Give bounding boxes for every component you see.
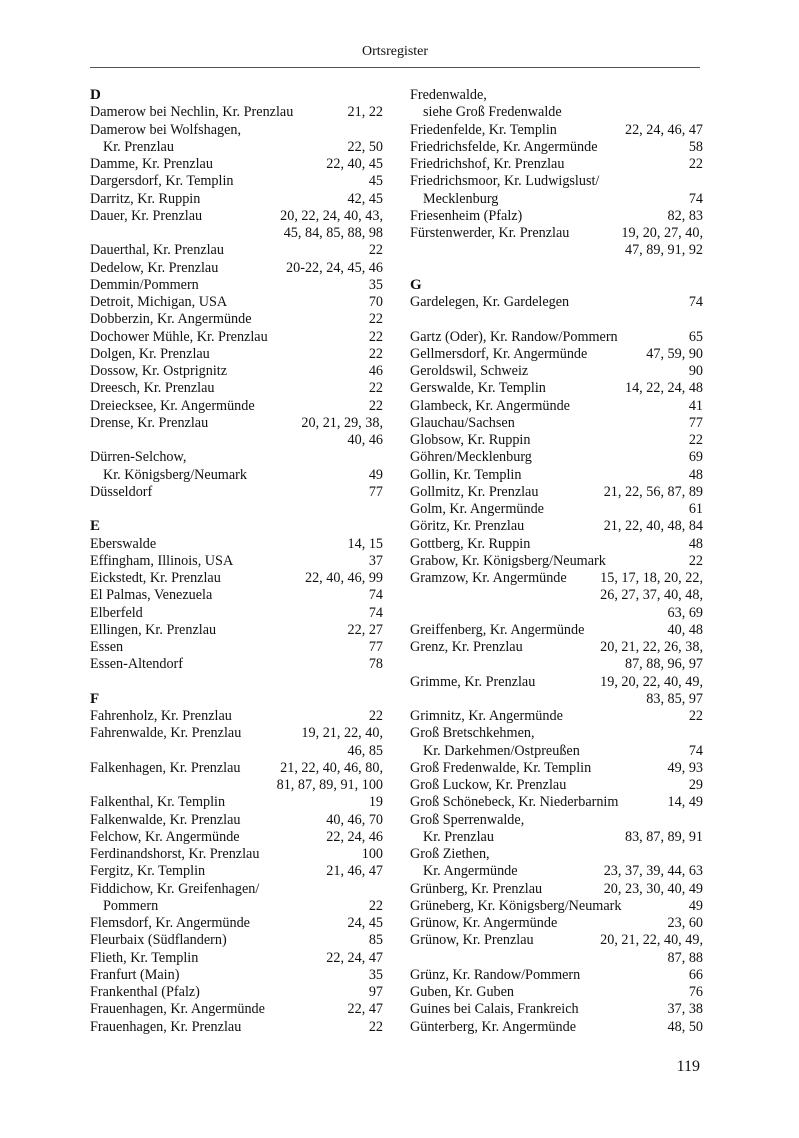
entry-place-name: Globsow, Kr. Ruppin (410, 432, 531, 448)
index-entry (410, 501, 703, 518)
index-entry (410, 1001, 703, 1018)
entry-place-name: Ellingen, Kr. Prenzlau (90, 621, 217, 638)
index-entry (410, 139, 703, 156)
entry-place-name: Glauchau/Sachsen (410, 414, 515, 431)
entry-page-refs: 21, 22 (347, 104, 383, 121)
index-entry (410, 1019, 703, 1036)
entry-page-refs: 74 (688, 190, 703, 207)
entry-page-refs: 35 (368, 966, 383, 983)
index-entry (410, 760, 703, 777)
entry-place-name: Groß Bretschkehmen, (410, 725, 535, 742)
entry-place-name: Fredenwalde, (410, 87, 487, 103)
entry-page-refs: 21, 22, 56, 87, 89 (603, 483, 703, 500)
index-entry (410, 863, 703, 880)
index-column-right (410, 87, 703, 1036)
index-entry (90, 242, 383, 259)
entry-page-refs: 45 (368, 173, 383, 190)
entry-page-refs: 14, 15 (347, 535, 383, 552)
entry-place-name: Friedrichsfelde, Kr. Angermünde (410, 138, 598, 155)
index-entry (90, 467, 383, 484)
entry-page-refs: 100 (361, 846, 383, 862)
entry-place-name: Damerow bei Nechlin, Kr. Prenzlau (90, 104, 294, 121)
entry-page-refs: 22 (688, 552, 703, 569)
index-entry (410, 674, 703, 691)
index-entry (90, 915, 383, 932)
entry-place-name: Eberswalde (90, 535, 157, 552)
entry-place-name: Essen-Altendorf (90, 656, 183, 673)
index-entry (90, 605, 383, 622)
index-entry (90, 380, 383, 397)
entry-place-name: Friedenfelde, Kr. Templin (410, 121, 557, 138)
entry-place-name: Fergitz, Kr. Templin (90, 863, 206, 880)
entry-place-name: Fahrenholz, Kr. Prenzlau (90, 708, 232, 724)
entry-place-name: Darritz, Kr. Ruppin (90, 190, 201, 207)
entry-place-name: Dolgen, Kr. Prenzlau (90, 345, 210, 362)
entry-page-refs: 20, 21, 22, 40, 49, (600, 932, 703, 949)
index-entry (410, 812, 703, 829)
entry-place-name: Falkenwalde, Kr. Prenzlau (90, 811, 241, 828)
index-entry (410, 518, 703, 535)
index-entry (90, 812, 383, 829)
index-entry (90, 346, 383, 363)
entry-place-name: Groß Schönebeck, Kr. Niederbarnim (410, 794, 619, 811)
index-entry (410, 484, 703, 501)
index-entry (90, 415, 383, 432)
entry-page-continuation: 26, 27, 37, 40, 48, (600, 587, 703, 604)
entry-page-refs: 42, 45 (347, 190, 383, 207)
index-entry (90, 1001, 383, 1018)
entry-page-refs: 77 (368, 639, 383, 655)
index-entry (90, 881, 383, 898)
entry-place-name: Grünow, Kr. Prenzlau (410, 932, 534, 949)
entry-place-name: Friedrichshof, Kr. Prenzlau (410, 156, 565, 172)
entry-place-name: Groß Sperrenwalde, (410, 811, 525, 828)
entry-page-continuation: 47, 89, 91, 92 (624, 242, 703, 259)
index-entry (410, 984, 703, 1001)
index-entry (410, 898, 703, 915)
entry-page-refs: 14, 22, 24, 48 (624, 380, 703, 397)
index-entry (410, 915, 703, 932)
index-entry (90, 536, 383, 553)
entry-page-refs: 69 (688, 449, 703, 466)
index-entry (90, 260, 383, 277)
entry-place-name: Greiffenberg, Kr. Angermünde (410, 621, 585, 638)
entry-place-name: Eickstedt, Kr. Prenzlau (90, 570, 221, 586)
index-entry (90, 139, 383, 156)
index-entry (90, 1019, 383, 1036)
index-entry (410, 87, 703, 104)
entry-page-refs: 77 (368, 483, 383, 500)
entry-page-refs: 74 (688, 294, 703, 310)
index-entry (90, 329, 383, 346)
entry-page-refs: 22, 24, 47 (326, 949, 383, 966)
entry-page-continuation: 87, 88, 96, 97 (624, 656, 703, 673)
entry-page-refs: 20, 21, 22, 26, 38, (600, 639, 703, 655)
index-entry (410, 415, 703, 432)
section-letter: D (90, 87, 101, 103)
entry-page-refs: 58 (688, 138, 703, 155)
entry-place-name: Grüneberg, Kr. Königsberg/Neumark (410, 897, 622, 914)
entry-page-refs: 37 (368, 552, 383, 569)
entry-place-name: Kr. Prenzlau (103, 138, 174, 155)
entry-place-name: Friedrichsmoor, Kr. Ludwigslust/ (410, 173, 600, 190)
entry-page-refs: 49, 93 (667, 759, 703, 776)
entry-page-refs: 66 (688, 966, 703, 983)
index-column-left (90, 87, 383, 1036)
entry-place-name: Flemsdorf, Kr. Angermünde (90, 915, 250, 931)
index-entry (90, 760, 383, 777)
entry-place-name: Kr. Darkehmen/Ostpreußen (423, 742, 580, 759)
entry-place-name: Fleurbaix (Südflandern) (90, 932, 227, 949)
index-entry (410, 622, 703, 639)
index-entry (410, 967, 703, 984)
entry-place-name: Gartz (Oder), Kr. Randow/Pommern (410, 328, 618, 345)
entry-place-name: Demmin/Pommern (90, 276, 199, 293)
entry-page-refs: 22 (688, 432, 703, 448)
page-number: 119 (676, 1058, 700, 1075)
index-entry (90, 173, 383, 190)
index-entry (410, 536, 703, 553)
entry-place-name: Damerow bei Wolfshagen, (90, 121, 242, 138)
index-entry (410, 777, 703, 794)
entry-place-name: Gellmersdorf, Kr. Angermünde (410, 345, 588, 362)
entry-page-refs: 74 (368, 587, 383, 604)
index-entry (90, 570, 383, 587)
index-entry (90, 311, 383, 328)
entry-place-name: Essen (90, 639, 124, 655)
entry-place-name: Göhren/Mecklenburg (410, 449, 532, 466)
index-entry (410, 329, 703, 346)
entry-place-name: Grünberg, Kr. Prenzlau (410, 880, 543, 897)
entry-page-refs: 46 (368, 363, 383, 379)
entry-place-name: Fürstenwerder, Kr. Prenzlau (410, 225, 570, 241)
index-entry (90, 967, 383, 984)
entry-place-name: Kr. Königsberg/Neumark (103, 466, 247, 483)
entry-page-refs: 22, 24, 46 (326, 828, 383, 845)
index-entry (410, 829, 703, 846)
entry-place-name: Elberfeld (90, 604, 143, 621)
entry-page-refs: 83, 87, 89, 91 (624, 828, 703, 845)
entry-page-refs: 22, 40, 46, 99 (304, 570, 383, 586)
entry-place-name: Günterberg, Kr. Angermünde (410, 1018, 577, 1035)
index-entry (90, 156, 383, 173)
index-entry (90, 191, 383, 208)
section-gap (90, 501, 383, 518)
index-entry (90, 294, 383, 311)
entry-page-refs: 85 (368, 932, 383, 949)
entry-page-continuation: 81, 87, 89, 91, 100 (276, 777, 383, 793)
index-entry (410, 173, 703, 190)
index-entry (410, 794, 703, 811)
entry-page-refs: 22 (368, 345, 383, 362)
entry-place-name: Fiddichow, Kr. Greifenhagen/ (90, 880, 260, 897)
entry-page-continuation: 45, 84, 85, 88, 98 (283, 225, 383, 241)
index-entry (90, 984, 383, 1001)
entry-page-refs: 22, 47 (347, 1001, 383, 1018)
index-entry (90, 553, 383, 570)
index-entry (410, 743, 703, 760)
entry-place-name: Frauenhagen, Kr. Angermünde (90, 1001, 265, 1018)
entry-page-refs: 77 (688, 414, 703, 431)
index-entry (90, 794, 383, 811)
entry-place-name: Dedelow, Kr. Prenzlau (90, 259, 219, 276)
entry-page-refs: 78 (368, 656, 383, 673)
index-entry (90, 398, 383, 415)
entry-place-name: Grünow, Kr. Angermünde (410, 915, 558, 931)
index-entry (410, 449, 703, 466)
entry-place-name: Fahrenwalde, Kr. Prenzlau (90, 725, 242, 742)
entry-place-name: Guines bei Calais, Frankreich (410, 1001, 579, 1018)
index-entry (410, 156, 703, 173)
entry-page-refs: 37, 38 (667, 1001, 703, 1018)
index-entry (90, 846, 383, 863)
entry-place-name: Falkenthal, Kr. Templin (90, 794, 226, 811)
entry-page-refs: 74 (368, 604, 383, 621)
index-entry (90, 122, 383, 139)
entry-page-refs: 48 (688, 535, 703, 552)
entry-page-refs: 35 (368, 276, 383, 293)
entry-place-name: Groß Luckow, Kr. Prenzlau (410, 777, 567, 793)
section-letter: E (90, 518, 101, 535)
section-letter: G (410, 276, 422, 293)
entry-place-name: Golm, Kr. Angermünde (410, 501, 544, 517)
index-entry (410, 346, 703, 363)
entry-place-name: Grenz, Kr. Prenzlau (410, 639, 523, 655)
entry-place-name: Groß Ziethen, (410, 846, 490, 862)
index-entry (90, 898, 383, 915)
index-entry (410, 363, 703, 380)
index-entry (410, 932, 703, 949)
entry-page-refs: 24, 45 (347, 915, 383, 931)
entry-place-name: Dürren-Selchow, (90, 449, 187, 466)
index-entry (90, 449, 383, 466)
index-entry (410, 570, 703, 587)
entry-place-name: Göritz, Kr. Prenzlau (410, 518, 525, 535)
entry-place-name: Pommern (103, 897, 159, 914)
entry-page-refs: 74 (688, 742, 703, 759)
index-entry (410, 725, 703, 742)
entry-page-refs: 15, 17, 18, 20, 22, (600, 570, 703, 586)
entry-page-refs: 22 (688, 708, 703, 724)
header-rule (90, 67, 700, 68)
entry-place-name: Dossow, Kr. Ostprignitz (90, 363, 228, 379)
entry-page-refs: 19, 21, 22, 40, (301, 725, 383, 742)
entry-place-name: Grabow, Kr. Königsberg/Neumark (410, 552, 606, 569)
entry-place-name: Effingham, Illinois, USA (90, 552, 234, 569)
index-entry (90, 829, 383, 846)
entry-place-name: El Palmas, Venezuela (90, 587, 213, 604)
index-entry (410, 398, 703, 415)
entry-page-refs: 40, 46, 70 (326, 811, 383, 828)
entry-page-refs: 23, 60 (667, 915, 703, 931)
entry-page-refs: 22, 24, 46, 47 (624, 121, 703, 138)
index-entry (90, 656, 383, 673)
index-entry (410, 467, 703, 484)
entry-place-name: Dobberzin, Kr. Angermünde (90, 311, 252, 328)
entry-page-refs: 20-22, 24, 45, 46 (286, 259, 383, 276)
entry-page-refs: 70 (368, 294, 383, 310)
entry-page-refs: 22 (368, 311, 383, 328)
entry-page-refs: 49 (368, 466, 383, 483)
entry-page-refs: 22, 40, 45 (326, 156, 383, 172)
entry-page-refs: 19, 20, 22, 40, 49, (600, 673, 703, 690)
entry-place-name: Friesenheim (Pfalz) (410, 207, 523, 224)
entry-place-name: Frankenthal (Pfalz) (90, 984, 200, 1000)
entry-page-refs: 22 (368, 897, 383, 914)
entry-page-refs: 65 (688, 328, 703, 345)
entry-page-continuation: 63, 69 (667, 604, 703, 621)
entry-page-refs: 61 (688, 501, 703, 517)
entry-page-refs: 19, 20, 27, 40, (621, 225, 703, 241)
entry-page-refs: 20, 22, 24, 40, 43, (280, 207, 383, 224)
index-entry (90, 104, 383, 121)
entry-place-name: Flieth, Kr. Templin (90, 949, 199, 966)
entry-page-refs: 20, 21, 29, 38, (301, 414, 383, 431)
entry-place-name: Ferdinandshorst, Kr. Prenzlau (90, 846, 260, 862)
index-entry (410, 708, 703, 725)
entry-place-name: Gerswalde, Kr. Templin (410, 380, 546, 397)
entry-place-name: Mecklenburg (423, 190, 499, 207)
entry-page-refs: 21, 22, 40, 48, 84 (603, 518, 703, 535)
entry-place-name: Dreesch, Kr. Prenzlau (90, 380, 215, 397)
entry-place-name: siehe Groß Fredenwalde (423, 104, 562, 121)
section-letter: F (90, 690, 100, 707)
section-gap (410, 311, 703, 328)
entry-page-refs: 20, 23, 30, 40, 49 (603, 880, 703, 897)
index-entry (90, 622, 383, 639)
entry-place-name: Frauenhagen, Kr. Prenzlau (90, 1018, 242, 1035)
section-gap (90, 674, 383, 691)
entry-page-refs: 49 (688, 897, 703, 914)
entry-place-name: Felchow, Kr. Angermünde (90, 828, 240, 845)
index-entry (410, 639, 703, 656)
entry-page-continuation: 87, 88 (667, 949, 703, 966)
entry-place-name: Detroit, Michigan, USA (90, 294, 228, 310)
index-entry (90, 708, 383, 725)
index-entry (410, 432, 703, 449)
entry-place-name: Gramzow, Kr. Angermünde (410, 570, 567, 586)
entry-place-name: Grimnitz, Kr. Angermünde (410, 708, 563, 724)
index-entry (410, 208, 703, 225)
index-entry (90, 932, 383, 949)
entry-page-refs: 22 (368, 708, 383, 724)
index-entry (410, 104, 703, 121)
entry-page-refs: 22, 27 (347, 621, 383, 638)
entry-page-refs: 23, 37, 39, 44, 63 (603, 863, 703, 880)
entry-page-refs: 90 (688, 363, 703, 379)
index-entry (410, 122, 703, 139)
entry-page-refs: 21, 46, 47 (326, 863, 383, 880)
entry-place-name: Kr. Angermünde (423, 863, 518, 880)
entry-place-name: Franfurt (Main) (90, 966, 180, 983)
entry-page-refs: 76 (688, 984, 703, 1000)
index-entry (410, 881, 703, 898)
entry-place-name: Grimme, Kr. Prenzlau (410, 673, 536, 690)
entry-place-name: Groß Fredenwalde, Kr. Templin (410, 759, 592, 776)
index-entry (410, 553, 703, 570)
entry-place-name: Grünz, Kr. Randow/Pommern (410, 966, 581, 983)
entry-page-refs: 41 (688, 397, 703, 414)
entry-place-name: Düsseldorf (90, 483, 153, 500)
entry-place-name: Dochower Mühle, Kr. Prenzlau (90, 328, 268, 345)
entry-place-name: Falkenhagen, Kr. Prenzlau (90, 759, 241, 776)
index-entry (410, 191, 703, 208)
index-entry (410, 294, 703, 311)
entry-page-refs: 29 (688, 777, 703, 793)
entry-page-refs: 82, 83 (667, 207, 703, 224)
index-entry (410, 380, 703, 397)
entry-page-refs: 22, 50 (347, 138, 383, 155)
index-entry (410, 225, 703, 242)
entry-place-name: Glambeck, Kr. Angermünde (410, 397, 570, 414)
index-entry (90, 639, 383, 656)
entry-page-refs: 22 (368, 242, 383, 259)
entry-place-name: Kr. Prenzlau (423, 828, 494, 845)
entry-place-name: Damme, Kr. Prenzlau (90, 156, 213, 172)
index-entry (90, 725, 383, 742)
index-entry (90, 277, 383, 294)
entry-page-refs: 22 (368, 397, 383, 414)
index-entry (90, 363, 383, 380)
entry-page-refs: 22 (368, 380, 383, 397)
section-gap (410, 260, 703, 277)
entry-place-name: Gollmitz, Kr. Prenzlau (410, 483, 539, 500)
entry-page-refs: 19 (368, 794, 383, 811)
entry-page-refs: 22 (368, 328, 383, 345)
entry-place-name: Gottberg, Kr. Ruppin (410, 535, 531, 552)
entry-place-name: Dargersdorf, Kr. Templin (90, 173, 234, 190)
index-entry (90, 950, 383, 967)
entry-place-name: Gollin, Kr. Templin (410, 466, 522, 483)
running-header: Ortsregister (361, 44, 429, 59)
entry-page-refs: 22 (688, 156, 703, 172)
entry-page-refs: 40, 48 (667, 621, 703, 638)
entry-place-name: Dauerthal, Kr. Prenzlau (90, 242, 224, 259)
entry-place-name: Geroldswil, Schweiz (410, 363, 529, 379)
entry-page-refs: 97 (368, 984, 383, 1000)
entry-place-name: Dreiecksee, Kr. Angermünde (90, 397, 255, 414)
entry-place-name: Dauer, Kr. Prenzlau (90, 207, 203, 224)
index-entry (90, 208, 383, 225)
index-entry (90, 863, 383, 880)
entry-place-name: Guben, Kr. Guben (410, 984, 515, 1000)
index-entry (410, 846, 703, 863)
entry-place-name: Drense, Kr. Prenzlau (90, 414, 209, 431)
entry-page-continuation: 83, 85, 97 (646, 690, 703, 707)
index-entry (90, 484, 383, 501)
entry-page-refs: 47, 59, 90 (646, 345, 703, 362)
entry-place-name: Gardelegen, Kr. Gardelegen (410, 294, 570, 310)
entry-page-refs: 14, 49 (667, 794, 703, 811)
entry-page-continuation: 46, 85 (347, 742, 383, 759)
index-entry (90, 587, 383, 604)
entry-page-refs: 22 (368, 1018, 383, 1035)
entry-page-refs: 21, 22, 40, 46, 80, (280, 759, 383, 776)
entry-page-refs: 48 (688, 466, 703, 483)
entry-page-refs: 48, 50 (667, 1018, 703, 1035)
entry-page-continuation: 40, 46 (347, 432, 383, 448)
